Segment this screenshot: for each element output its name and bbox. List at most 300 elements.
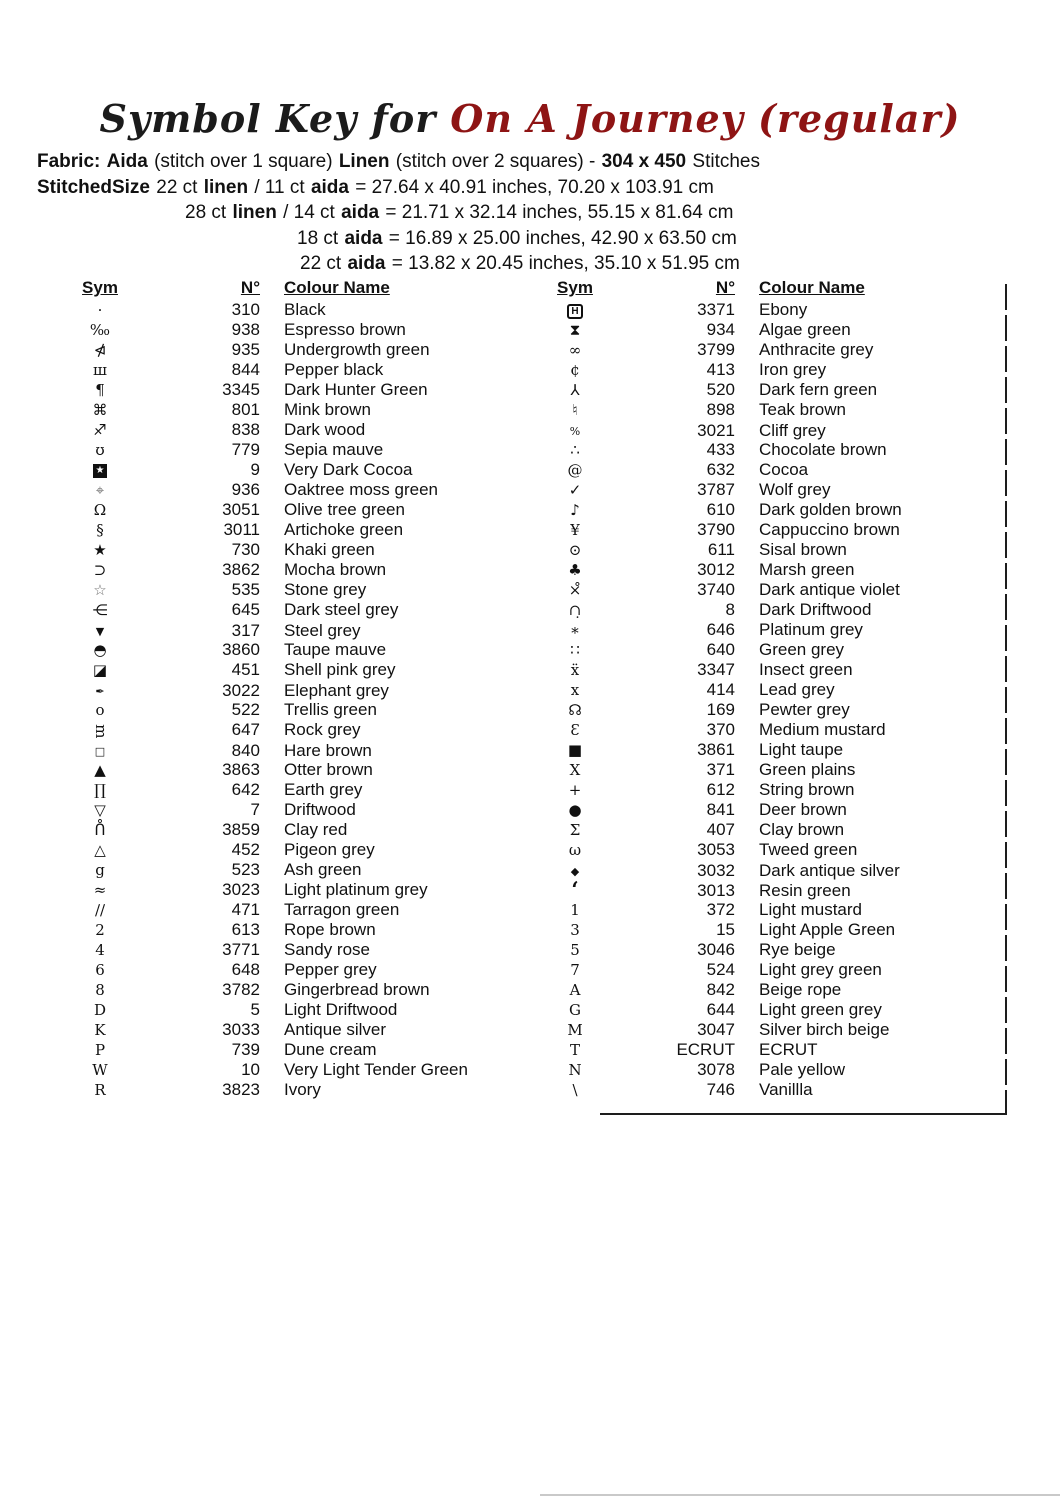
symbol-cell (535, 540, 615, 560)
symbol-cell (60, 760, 140, 780)
floss-number: 3862 (222, 560, 260, 579)
table-row (60, 900, 530, 920)
table-row (535, 660, 1005, 680)
floss-number: 310 (231, 300, 260, 319)
stitch-symbol-icon: + (568, 781, 582, 799)
floss-number: 3051 (222, 500, 260, 519)
colour-name: Oaktree moss green (284, 480, 439, 499)
stitch-symbol-icon: 1 (570, 901, 580, 919)
colour-name: Dark antique violet (759, 580, 900, 599)
colour-name: Teak brown (759, 400, 846, 419)
symbol-cell (60, 580, 140, 600)
stitched-size-label: StitchedSize (37, 176, 150, 198)
colour-name: Dark golden brown (759, 500, 902, 519)
colour-name: Cocoa (759, 460, 809, 479)
colour-name: Pepper black (284, 360, 384, 379)
colour-name: Pepper grey (284, 960, 377, 979)
text-run: 18 ct (297, 227, 339, 249)
colour-name: Light Apple Green (759, 920, 896, 939)
colour-name: Tarragon green (284, 900, 400, 919)
symbol-cell (535, 800, 615, 820)
symbol-cell (535, 980, 615, 1000)
colour-name: Pigeon grey (284, 840, 375, 859)
key-frame-bottom-border (600, 1113, 1007, 1115)
table-row (60, 420, 530, 440)
colour-name: Dark Driftwood (759, 600, 872, 619)
table-row (535, 780, 1005, 800)
table-row (60, 1020, 530, 1040)
floss-number: 3863 (222, 760, 260, 779)
symbol-cell (60, 780, 140, 800)
text-run: Aida (106, 151, 148, 172)
table-row (60, 920, 530, 940)
stitch-symbol-icon: R (94, 1081, 106, 1099)
stitch-symbol-icon: □ (94, 745, 106, 758)
floss-number: 642 (231, 780, 260, 799)
colour-name: Algae green (759, 320, 851, 339)
floss-number: ECRUT (676, 1040, 735, 1059)
colour-name: Sandy rose (284, 940, 370, 959)
stitch-symbol-icon: ◪ (92, 661, 108, 679)
table-row (60, 740, 530, 760)
floss-number: 739 (231, 1040, 260, 1059)
colour-name: Tweed green (759, 840, 858, 859)
table-row (535, 1020, 1005, 1040)
colour-name: Platinum grey (759, 620, 863, 639)
floss-number: 842 (706, 980, 735, 999)
stitch-symbol-icon: ¥ (570, 521, 580, 539)
colour-name: Otter brown (284, 760, 373, 779)
symbol-cell (60, 980, 140, 1000)
symbol-cell (60, 420, 140, 440)
floss-number: 3347 (697, 660, 735, 679)
table-row (535, 480, 1005, 500)
floss-number: 730 (231, 540, 260, 559)
stitch-symbol-icon: ∗ (569, 621, 581, 639)
colour-name: Silver birch beige (759, 1020, 890, 1039)
colour-name: Beige rope (759, 980, 842, 999)
stitch-symbol-icon: ☊ (568, 701, 582, 719)
symbol-cell (535, 920, 615, 940)
colour-name: Light green grey (759, 1000, 882, 1019)
symbol-cell (535, 340, 615, 360)
stitch-symbol-icon: ∏ (94, 781, 106, 799)
table-header-left (60, 278, 530, 300)
table-row (60, 1080, 530, 1100)
colour-name: Chocolate brown (759, 440, 887, 459)
colour-name: Mink brown (284, 400, 371, 419)
stitch-symbol-icon: ● (568, 801, 582, 819)
table-row (535, 740, 1005, 760)
stitch-symbol-icon: ᴟ (95, 721, 105, 739)
column-header-sym: Sym (557, 278, 593, 297)
page-title (0, 96, 1060, 141)
stitch-symbol-icon: 6 (95, 961, 105, 979)
table-row (535, 840, 1005, 860)
stitch-symbol-icon: ▼ (95, 625, 105, 638)
text-run: = 21.71 x 32.14 inches, 55.15 x 81.64 cm (385, 202, 734, 224)
stitch-symbol-icon: ∷ (570, 641, 580, 659)
floss-number: 370 (706, 720, 735, 739)
stitch-symbol-icon: Ⅹ (569, 761, 581, 779)
floss-number: 10 (241, 1060, 260, 1079)
table-row (60, 700, 530, 720)
floss-number: 535 (231, 580, 260, 599)
symbol-cell (535, 1060, 615, 1080)
stitch-symbol-icon: ▽ (94, 801, 106, 819)
table-row (60, 840, 530, 860)
text-run: / 14 ct (283, 202, 335, 224)
stitch-symbol-icon: ■ (567, 741, 583, 759)
symbol-cell (535, 480, 615, 500)
colour-name: Light grey green (759, 960, 882, 979)
title-pattern-name: On A Journey (regular) (450, 96, 961, 141)
table-row (60, 560, 530, 580)
floss-number: 3033 (222, 1020, 260, 1039)
colour-name: Deer brown (759, 800, 847, 819)
table-row (60, 1040, 530, 1060)
stitch-symbol-icon: @ (567, 461, 583, 479)
text-run: (stitch over 1 square) (154, 151, 333, 172)
floss-number: 898 (706, 400, 735, 419)
stitch-symbol-icon: ‘ (571, 877, 579, 902)
text-run: = 13.82 x 20.45 inches, 35.10 x 51.95 cm (391, 253, 740, 275)
text-run: / 11 ct (254, 176, 305, 198)
colour-name: Gingerbread brown (284, 980, 430, 999)
floss-number: 451 (231, 660, 260, 679)
table-row (535, 320, 1005, 340)
symbol-cell (535, 840, 615, 860)
symbol-cell (60, 380, 140, 400)
symbol-cell (60, 1060, 140, 1080)
stitch-symbol-icon: 4 (95, 941, 105, 959)
stitch-symbol-icon: △ (94, 841, 106, 859)
floss-number: 3345 (222, 380, 260, 399)
floss-number: 648 (231, 960, 260, 979)
colour-name: Mocha brown (284, 560, 387, 579)
stitch-symbol-icon: Ɛ (570, 721, 580, 739)
stitch-symbol-icon: ≈ (93, 881, 107, 899)
symbol-cell (535, 460, 615, 480)
colour-name: Very Dark Cocoa (284, 460, 413, 479)
stitch-symbol-icon: ¢ (570, 361, 580, 379)
symbol-cell (535, 1080, 615, 1100)
floss-number: 844 (231, 360, 260, 379)
text-run: 22 ct (156, 176, 198, 198)
column-header-colour-name: Colour Name (284, 278, 390, 297)
symbol-cell (535, 400, 615, 420)
stitch-symbol-icon: ω (568, 841, 582, 859)
stitch-symbol-icon: ∴ (570, 441, 580, 459)
floss-number: 413 (706, 360, 735, 379)
colour-name: Wolf grey (759, 480, 831, 499)
table-row (60, 620, 530, 640)
floss-number: 7 (250, 800, 260, 819)
colour-name: Medium mustard (759, 720, 886, 739)
stitch-symbol-icon: ☆ (93, 581, 107, 599)
symbol-cell (535, 960, 615, 980)
symbol-cell (535, 760, 615, 780)
symbol-cell (60, 1080, 140, 1100)
symbol-cell (60, 840, 140, 860)
floss-number: 801 (231, 400, 260, 419)
floss-number: 3782 (222, 980, 260, 999)
symbol-cell (535, 420, 615, 442)
stitch-symbol-icon: ʊ (95, 441, 105, 459)
table-row (60, 640, 530, 660)
colour-name: Cliff grey (759, 421, 826, 440)
floss-number: 407 (706, 820, 735, 839)
symbol-cell (60, 660, 140, 680)
table-row (60, 780, 530, 800)
stitch-symbol-icon: ★ (93, 464, 107, 478)
table-row (60, 1060, 530, 1080)
floss-number: 610 (706, 500, 735, 519)
table-row (535, 340, 1005, 360)
symbol-cell (60, 300, 140, 320)
stitch-symbol-icon: ⊙ (568, 541, 582, 559)
table-row (60, 820, 530, 840)
symbol-cell (60, 900, 140, 920)
symbol-cell (60, 680, 140, 702)
stitch-symbol-icon: A (569, 981, 581, 999)
symbol-cell (60, 880, 140, 900)
symbol-cell (60, 1020, 140, 1040)
key-frame-right-border (1005, 284, 1007, 1114)
colour-name: Antique silver (284, 1020, 387, 1039)
colour-name: Iron grey (759, 360, 827, 379)
floss-number: 433 (706, 440, 735, 459)
table-row (535, 380, 1005, 400)
column-header-sym: Sym (82, 278, 118, 297)
stitch-symbol-icon: N (568, 1061, 582, 1079)
symbol-cell (60, 340, 140, 360)
table-row (535, 600, 1005, 620)
table-row (535, 940, 1005, 960)
floss-number: 3053 (697, 840, 735, 859)
stitch-symbol-icon: g (95, 861, 105, 879)
colour-name: Ivory (284, 1080, 321, 1099)
table-row (535, 960, 1005, 980)
colour-name: Stone grey (284, 580, 367, 599)
symbol-cell (535, 680, 615, 700)
text-run: linen (203, 176, 249, 198)
table-row (60, 720, 530, 740)
text-run: 304 x 450 (601, 151, 687, 172)
floss-number: 371 (706, 760, 735, 779)
table-row (60, 860, 530, 880)
table-row (60, 660, 530, 680)
floss-number: 5 (250, 1000, 260, 1019)
symbol-cell (535, 440, 615, 460)
colour-name: Ash green (284, 860, 362, 879)
stitch-symbol-icon: ‰ (89, 321, 111, 339)
table-row (535, 720, 1005, 740)
symbol-table-right (535, 278, 1005, 1100)
stitched-size-line (37, 226, 1040, 252)
colour-name: Earth grey (284, 780, 363, 799)
table-row (60, 440, 530, 460)
floss-number: 612 (706, 780, 735, 799)
colour-name: Rock grey (284, 720, 361, 739)
floss-number: 3799 (697, 340, 735, 359)
symbol-cell (535, 360, 615, 380)
table-row (535, 877, 1005, 902)
symbol-cell (535, 1020, 615, 1040)
floss-number: 523 (231, 860, 260, 879)
colour-name: Dune cream (284, 1040, 377, 1059)
table-row (535, 500, 1005, 520)
colour-name: Resin green (759, 881, 851, 900)
symbol-cell (535, 877, 615, 902)
symbol-cell (60, 500, 140, 520)
floss-number: 645 (231, 600, 260, 619)
symbol-cell (60, 940, 140, 960)
floss-number: 841 (706, 800, 735, 819)
symbol-cell (535, 520, 615, 540)
colour-name: Very Light Tender Green (284, 1060, 468, 1079)
stitch-symbol-icon: ⋪ (93, 341, 107, 359)
floss-number: 452 (231, 840, 260, 859)
colour-name: Rope brown (284, 920, 376, 939)
title-prefix: Symbol Key for (99, 96, 437, 141)
table-row (60, 940, 530, 960)
stitched-size-line (37, 175, 1040, 201)
symbol-cell (60, 1000, 140, 1020)
stitch-symbol-icon: ♪ (570, 501, 580, 519)
table-row (535, 440, 1005, 460)
floss-number: 3022 (222, 681, 260, 700)
floss-number: 3021 (697, 421, 735, 440)
stitch-symbol-icon: \ (572, 1081, 578, 1099)
floss-number: 838 (231, 420, 260, 439)
stitch-symbol-icon: ×̊ (568, 581, 582, 599)
symbol-cell (60, 520, 140, 540)
table-row (535, 1060, 1005, 1080)
floss-number: 15 (716, 920, 735, 939)
table-row (60, 760, 530, 780)
table-row (535, 1000, 1005, 1020)
table-row (60, 980, 530, 1000)
text-run: aida (310, 176, 349, 198)
column-header-number: N° (240, 278, 260, 297)
floss-number: 640 (706, 640, 735, 659)
floss-number: 3861 (697, 740, 735, 759)
floss-number: 3013 (697, 881, 735, 900)
floss-number: 3859 (222, 820, 260, 839)
colour-name: Rye beige (759, 940, 836, 959)
stitch-symbol-icon: Ω (93, 501, 107, 519)
text-run: 22 ct (300, 253, 342, 275)
table-body-right (535, 300, 1005, 1100)
table-row (60, 800, 530, 820)
stitch-symbol-icon: x (570, 681, 580, 699)
stitch-symbol-icon: 3 (570, 921, 580, 939)
table-row (535, 400, 1005, 420)
colour-name: Green grey (759, 640, 845, 659)
floss-number: 524 (706, 960, 735, 979)
symbol-table-left (60, 278, 530, 1100)
floss-number: 3032 (697, 861, 735, 880)
table-row (535, 520, 1005, 540)
symbol-cell (535, 900, 615, 920)
colour-name: Light taupe (759, 740, 844, 759)
symbol-cell (60, 480, 140, 500)
table-row (535, 760, 1005, 780)
symbol-cell (535, 600, 615, 620)
table-row (60, 500, 530, 520)
stitch-symbol-icon: ♐ (93, 421, 107, 439)
symbol-cell (535, 780, 615, 800)
text-run: (stitch over 2 squares) - (395, 151, 596, 172)
stitch-symbol-icon: ◆ (570, 865, 580, 878)
stitch-symbol-icon: ẍ (570, 661, 580, 679)
symbol-cell (535, 640, 615, 660)
floss-number: 934 (706, 320, 735, 339)
stitch-symbol-icon: · (97, 301, 103, 319)
colour-name: Vanillla (759, 1080, 813, 1099)
colour-name: Black (284, 300, 326, 319)
text-run: aida (344, 227, 383, 249)
floss-number: 3371 (697, 300, 735, 319)
stitch-symbol-icon: 5 (570, 941, 580, 959)
colour-name: Dark Hunter Green (284, 380, 428, 399)
colour-name: Shell pink grey (284, 660, 396, 679)
stitch-symbol-icon: ✓ (568, 481, 582, 499)
floss-number: 414 (706, 680, 735, 699)
symbol-cell (535, 740, 615, 760)
stitch-symbol-icon: ⊃ (93, 561, 107, 579)
text-run: linen (232, 202, 277, 224)
colour-name: Trellis green (284, 700, 377, 719)
colour-name: Light platinum grey (284, 880, 428, 899)
stitch-symbol-icon: ✒ (95, 685, 105, 698)
table-row (60, 540, 530, 560)
table-row (60, 680, 530, 700)
stitch-symbol-icon: ♮ (572, 401, 578, 419)
colour-name: Light Driftwood (284, 1000, 398, 1019)
colour-name: Insect green (759, 660, 853, 679)
table-row (535, 300, 1005, 320)
stitch-symbol-icon: M (567, 1021, 583, 1039)
text-run: Linen (338, 151, 390, 172)
stitch-symbol-icon: K (94, 1021, 106, 1039)
text-run: = 16.89 x 25.00 inches, 42.90 x 63.50 cm (388, 227, 737, 249)
colour-name: Pale yellow (759, 1060, 845, 1079)
table-row (60, 880, 530, 900)
symbol-cell (535, 720, 615, 740)
colour-name: String brown (759, 780, 855, 799)
symbol-cell (535, 820, 615, 840)
stitch-symbol-icon: ᑍ (94, 821, 106, 839)
symbol-cell (535, 580, 615, 600)
table-row (535, 800, 1005, 820)
text-run: aida (341, 202, 380, 224)
table-row (60, 320, 530, 340)
stitch-symbol-icon: 7 (570, 961, 580, 979)
symbol-cell (60, 320, 140, 340)
colour-name: Olive tree green (284, 500, 405, 519)
colour-name: Cappuccino brown (759, 520, 900, 539)
stitch-symbol-icon: ш (93, 361, 107, 379)
colour-name: Sisal brown (759, 540, 847, 559)
text-run: = 27.64 x 40.91 inches, 70.20 x 103.91 cm (355, 176, 714, 198)
stitch-symbol-icon: ◓ (93, 641, 107, 659)
floss-number: 936 (231, 480, 260, 499)
colour-name: Dark fern green (759, 380, 878, 399)
floss-number: 3790 (697, 520, 735, 539)
floss-number: 644 (706, 1000, 735, 1019)
